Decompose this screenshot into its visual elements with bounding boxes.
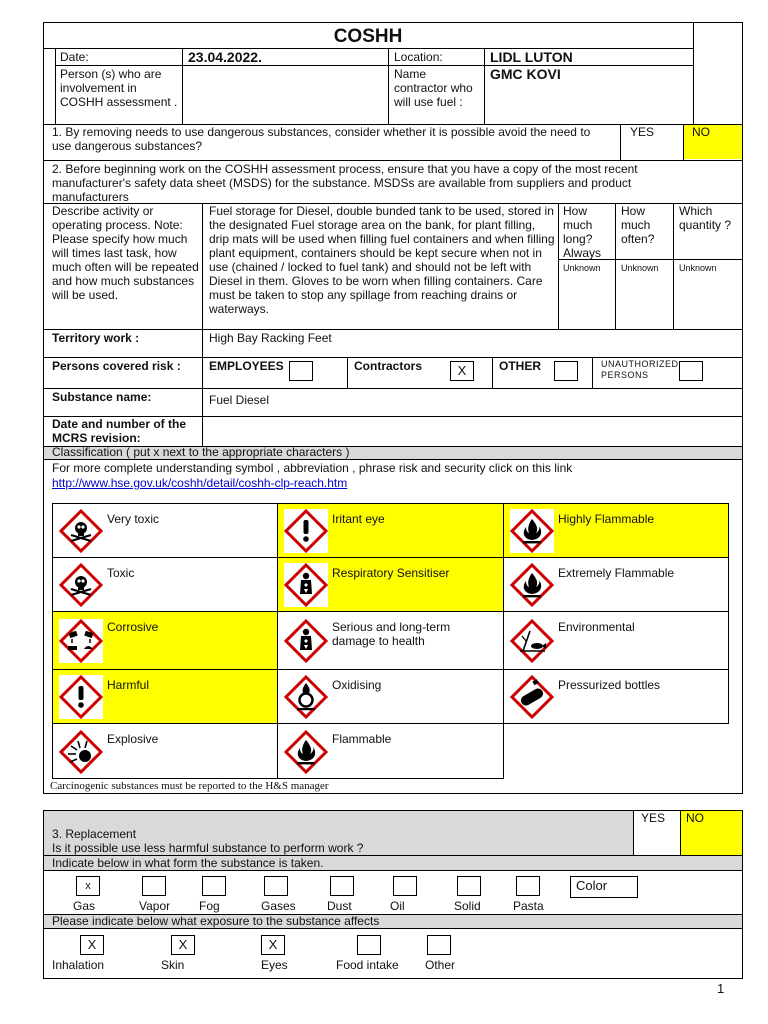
employees-checkbox[interactable]	[289, 361, 313, 381]
form-option-label: Dust	[327, 899, 352, 913]
location-label: Location:	[394, 50, 443, 64]
health-hazard-icon	[284, 563, 328, 607]
hazard-label: Iritant eye	[332, 512, 385, 526]
form-checkbox-fog[interactable]	[202, 876, 226, 896]
contractor-label: Name contractor who will use fuel :	[394, 67, 473, 109]
form-checkbox-dust[interactable]	[330, 876, 354, 896]
exposure-checkbox-food-intake[interactable]	[357, 935, 381, 955]
exposure-checkbox-other[interactable]	[427, 935, 451, 955]
unauthorized-checkbox[interactable]	[679, 361, 703, 381]
oxidising-icon	[284, 675, 328, 719]
exposure-checkbox-eyes[interactable]: X	[261, 935, 285, 955]
flame-icon	[284, 730, 328, 774]
location-value: LIDL LUTON	[490, 49, 573, 65]
hse-link[interactable]: http://www.hse.gov.uk/coshh/detail/coshh-clp-reach.htm	[52, 476, 348, 490]
classification-info: For more complete understanding symbol , abbreviation , phrase risk and security click on this link	[52, 461, 573, 475]
unauthorized-label: UNAUTHORIZED PERSONS	[601, 359, 679, 380]
exposure-checkbox-inhalation[interactable]: X	[80, 935, 104, 955]
form-option-label: Pasta	[513, 899, 544, 913]
hazard-label: Oxidising	[332, 678, 382, 692]
hazard-cell-flame[interactable]	[503, 503, 729, 558]
how-long-label: How much long? Always	[563, 204, 602, 260]
hazard-cell-corrosive[interactable]	[52, 611, 278, 670]
contractor-value: GMC KOVI	[490, 66, 561, 82]
q3-question: Is it possible use less harmful substance to perform work ?	[52, 841, 364, 855]
hazard-cell-environment[interactable]	[503, 611, 729, 670]
exposure-option-label: Eyes	[261, 958, 288, 972]
hazard-label: Flammable	[332, 732, 392, 746]
form-option-label: Vapor	[139, 899, 171, 913]
hazard-label: Explosive	[107, 732, 159, 746]
form-option-label: Gas	[73, 899, 96, 913]
date-label: Date:	[60, 50, 89, 64]
hazard-label: Extremely Flammable	[558, 566, 675, 580]
territory-value: High Bay Racking Feet	[209, 331, 332, 345]
q1-no: NO	[692, 125, 710, 139]
substance-label: Substance name:	[52, 390, 152, 404]
exposure-option-label: Food intake	[336, 958, 399, 972]
hazard-cell-skull[interactable]	[52, 503, 278, 558]
flame-icon	[510, 509, 554, 553]
hazard-cell-explosive[interactable]	[52, 723, 278, 779]
hazard-cell-gas-cylinder[interactable]	[503, 669, 729, 724]
q2-text: 2. Before beginning work on the COSHH assessment process, ensure that you have a copy of the most recent manufacturer's safety data sheet (MSDS) for the substance. MSDSs are available from suppliers and product manufacturers	[52, 162, 638, 204]
activity-description: Fuel storage for Diesel, double bunded tank to be used, stored in the designated Fuel storage area on the bank, for plant filling, drip mats will be used when filling fuel containers and when filling plant equipment, containers should be kept secure when not in use (chained / locked to fuel tank) and should not be left with Diesel in them. Gloves to be worn when filling containers. Care must be taken to stop any spillage from reaching drains or waterways.	[209, 204, 555, 316]
q3-no: NO	[686, 811, 704, 825]
activity-label: Describe activity or operating process. Note: Please specify how much will times last task, how much often will be repeated and how much substances will be used.	[52, 204, 199, 302]
exposure-option-label: Inhalation	[52, 958, 105, 972]
hazard-cell-skull[interactable]	[52, 557, 278, 612]
hazard-label: Highly Flammable	[558, 512, 655, 526]
hazard-label: Environmental	[558, 620, 635, 634]
hazard-label: Very toxic	[107, 512, 160, 526]
page-title: COSHH	[333, 26, 403, 47]
explosive-icon	[59, 730, 103, 774]
form-option-label: Oil	[390, 899, 405, 913]
territory-label: Territory work :	[52, 331, 140, 345]
hazard-cell-oxidising[interactable]	[277, 669, 504, 724]
form-checkbox-gas[interactable]: x	[76, 876, 100, 896]
skull-icon	[59, 563, 103, 607]
flame-icon	[510, 563, 554, 607]
hazard-cell-flame[interactable]	[503, 557, 729, 612]
how-often-label: How much often?	[621, 204, 655, 246]
contractors-label: Contractors	[354, 359, 423, 373]
exposure-checkbox-skin[interactable]: X	[171, 935, 195, 955]
form-header: Indicate below in what form the substance is taken.	[52, 856, 324, 870]
hazard-label: Corrosive	[107, 620, 159, 634]
form-checkbox-oil[interactable]	[393, 876, 417, 896]
form-option-label: Fog	[199, 899, 220, 913]
q3-yes: YES	[641, 811, 666, 825]
color-label: Color	[576, 878, 608, 893]
employees-label: EMPLOYEES	[209, 359, 284, 373]
quantity-value: Unknown	[679, 263, 717, 273]
hazard-label: Toxic	[107, 566, 135, 580]
form-option-label: Solid	[454, 899, 481, 913]
hazard-label: Respiratory Sensitiser	[332, 566, 450, 580]
form-checkbox-solid[interactable]	[457, 876, 481, 896]
hazard-label: Pressurized bottles	[558, 678, 661, 692]
hazard-cell-health-hazard[interactable]	[277, 557, 504, 612]
mcrs-label: Date and number of the MCRS revision:	[52, 417, 187, 445]
hazard-label: Harmful	[107, 678, 150, 692]
date-value: 23.04.2022.	[188, 49, 262, 65]
carcinogenic-note: Carcinogenic substances must be reported to the H&S manager	[50, 780, 329, 792]
form-checkbox-pasta[interactable]	[516, 876, 540, 896]
exposure-option-label: Other	[425, 958, 456, 972]
q3-title: 3. Replacement	[52, 827, 137, 841]
how-often-value: Unknown	[621, 263, 659, 273]
skull-icon	[59, 509, 103, 553]
quantity-label: Which quantity ?	[679, 204, 732, 232]
contractors-checkbox[interactable]: X	[450, 361, 474, 381]
exclamation-icon	[284, 509, 328, 553]
persons-covered-label: Persons covered risk :	[52, 359, 181, 373]
hazard-label: Serious and long-term damage to health	[332, 620, 451, 648]
exposure-header: Please indicate below what exposure to the substance affects	[52, 914, 380, 928]
corrosive-icon	[59, 619, 103, 663]
exposure-option-label: Skin	[161, 958, 185, 972]
form-checkbox-gases[interactable]	[264, 876, 288, 896]
health-hazard-icon	[284, 619, 328, 663]
q1-yes: YES	[630, 125, 655, 139]
hazard-cell-exclamation[interactable]	[52, 669, 278, 724]
other-checkbox[interactable]	[554, 361, 578, 381]
form-checkbox-vapor[interactable]	[142, 876, 166, 896]
q1-text: 1. By removing needs to use dangerous substances, consider whether it is possible avoid the need to use dangerous substances?	[52, 125, 591, 153]
form-option-label: Gases	[261, 899, 296, 913]
classification-header: Classification ( put x next to the appropriate characters )	[52, 445, 350, 459]
environment-icon	[510, 619, 554, 663]
gas-cylinder-icon	[510, 675, 554, 719]
substance-value: Fuel Diesel	[209, 393, 270, 407]
how-long-value: Unknown	[563, 263, 601, 273]
other-label: OTHER	[499, 359, 541, 373]
hazard-cell-exclamation[interactable]	[277, 503, 504, 558]
page-number: 1	[717, 981, 725, 996]
hazard-cell-health-hazard[interactable]	[277, 611, 504, 670]
exclamation-icon	[59, 675, 103, 719]
hazard-cell-flame[interactable]	[277, 723, 504, 779]
persons-involved-label: Person (s) who are involvement in COSHH assessment .	[60, 67, 178, 109]
